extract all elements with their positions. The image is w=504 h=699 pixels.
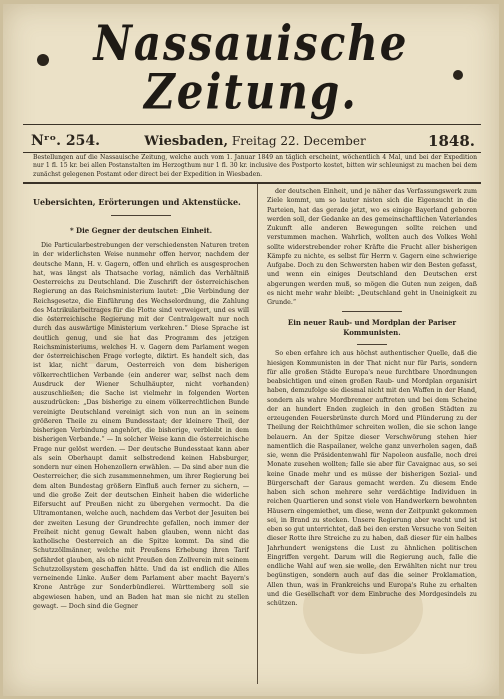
- notice-rule: [23, 182, 481, 184]
- masthead-ornament: [453, 70, 463, 80]
- subscription-notice: Bestellungen auf die Nassauische Zeitung, welche auch vom 1. Januar 1849 an täglich erscheint, wöchentlich 4 Mal, und bei der Expedition nur 1 fl. 15 kr. bei allen Postanstalten im Herzogthum nur 1 fl. 30 kr. inclusive des Postporto kostet, bitten wir schleunigst zu machen bei dem zunächst gelegenen Postamt oder direct bei der Expedition in Wiesbaden.: [33, 154, 477, 178]
- article-heading: Ein neuer Raub- und Mordplan der Pariser Kommunisten.: [287, 318, 457, 338]
- article-paragraph: der deutschen Einheit, und je näher das Verfassungswerk zum Ziele kommt, um so lauter nisten sich die Eigensucht in die Parteien, hat das gerade jetzt, wo es einige Bayerland geboren werden soll, der Gedanke an des gemeinschaftlichen Vaterlandes Zukunft alle anderen Bewegungen sollte reichen und verstummen machen. Wahrlich, wollten auch des Volkes Wohl sollte widerstrebender roher Kräfte die Frucht aller bisherigen Kämpfe zu nichte, es selbst für Herrn v. Gagern eine schwierige Aufgabe. Doch zu den Schwersten haben wir den Besten gefasst, und wenn ein einiges Deutschland den Deutschen erst abgerungen werden muß, so mögen die Guten nun zeigen, daß es nicht mehr wahr bleibt: „Deutschland geht in Uneinigkeit zu Grunde.“: [267, 188, 477, 306]
- issue-day: Freitag 22. December: [231, 134, 366, 148]
- article-rule: [357, 344, 387, 345]
- left-column: [33, 187, 249, 687]
- article-paragraph: So eben erfahre ich aus höchst authentischer Quelle, daß die hiesigen Kommunisten in der That nicht nur für Paris, sondern für alle großen Städte Europa's neue furchtbare Unordnungen beabsichtigen und einen großen Raub- und Mordplan organisirt haben, demzufolge sie diesmal nicht mit den Waffen in der Hand, sondern als wahre Mordbrenner auftreten und bei dem Scheine der an hundert Enden zugleich in den großen Städten zu erzeugenden Feuersbrünste durch Mord und Plünderung zu der Theilung der Reichthümer schreiten wollen, die sie schon lange belauern. An der Spitze dieser Verschwörung stehen hier namentlich die Raspailaner, welche ganz unverholen sagen, daß sie, wenn die Präsidentenwahl für Napoleon ausfalle, noch drei Monate zusehen wollten; falle sie aber für Cavaignac aus, so sei keine Gnade mehr und es müsse der bisherigen Sozial- und Bürgerschaft der Garaus gemacht werden. Zu diesem Ende haben sich schon mehrere sehr verdächtige Individuen in reichen Quartieren und sonst viele von Handwerkern bewohnten Häusern eingemiethet, um diese, wenn der Zeitpunkt gekommen sei, in Brand zu stecken. Unsere Regierung aber wacht und ist eben so gut unterrichtet, daß bei den ersten Versuche von Seiten dieser Rotte ihre Streiche zu zu haben, daß dieser für ein halbes Jahrhundert wenigstens die Lust zu ähnlichen politischen Eingriffen vergeht. Darum will die Regierung auch, falle die endliche Wahl auf wen sie wolle, den Erwählten nicht nur treu begünstigen, sondern auch auf das die seiner Proklamation, Allen thun, was in Frankreichs und Europa's Ruhe zu erhalten und die Gesellschaft vor dem Einbruche des Mordgesindels zu schützen.: [267, 350, 477, 607]
- article-paragraph: Die Particularbestrebungen der verschiedensten Naturen treten in der widerlichsten Weise nunmehr offen hervor, nachdem der deutsche Mann, H. v. Gagern, offen und ehrlich es ausgesprochen hat, was längst als Thatsache vorlag, nämlich das Verhältniß Oesterreichs zu Deutschland. Die Zuschrift der österreichischen Regierung an das Reichsministerium lautet: „Die Verbindung der Reichsgesetze, die Einführung des Wechselordnung, die Zahlung des Matrikularbeitrages für die Flotte sind verweigert, und es will die österreichische Regierung mit der Centralgewalt nur noch durch das auswärtige Ministerium verkehren.“ Diese Sprache ist deutlich genug, und sie hat das Programm des jetzigen Reichsministeriums, welches H. v. Gagern dem Parlament wegen der österreichischen Frage vorlegte, diktirt. Es handelt sich, das ist klar, nicht darum, Oesterreich von dem bisherigen völkerrechtlichen Verbande (ein anderer war, selbst nach dem Ausdruck der Wiener Schulhäupter, nicht vorhanden) auszuschließen; die Sache ist vielmehr in folgenden Worten auszudrücken: „Das bisherige zu einem völkerrechtlichen Bunde vereinigte Deutschland vereinigt sich von nun an in seinem größeren Theile zu einem Bundesstaat; der kleinere Theil, der bisherigen Verbindung angehört, die bisherige, verbleibt in dem bisherigen Verbande.“ — In solcher Weise kann die österreichische Frage nur gelöst werden. — Der deutsche Bundesstaat kann aber als sein Oberhaupt damit selbstredend keinen Habsburger, sondern nur einen Hohenzollern erwählen. — Da sind aber nun die Oesterreicher, die sich zusammennehmen, um ihrer Regierung bei dem alten Bundestag größern Einfluß auch ferner zu sichern, — und die große Zeit der deutschen Einheit haben die widerliche Eifersucht auf Preußen nicht zu übergehen vermocht. Da die Ultramontanen, welche auch, nachdem das Verbot der Jesuiten bei der zweiten Lesung der Grundrechte gefallen, noch immer der Freiheit nicht genug Gewalt haben glauben, wenn nicht das katholische Oesterreich an die Spitze kommt. Da sind die Schutzzöllmänner, welche mit Preußens Erhebung ihren Tarif gefährdet glauben, als ob nicht Preußen den Zollverein mit seinem Schutzzollsystem geschaffen hätte. Und da ist endlich die Alles verneinende Linke. Außer dem Parlament aber macht Bayern's Krone Anträge zur Sonderbündlerei. Württemberg soll sie abgewiesen haben, und an Baden hat man sie nicht zu stellen gewagt. — Doch sind die Gegner: [33, 242, 249, 610]
- masthead-title: Nassauische Zeitung.: [93, 15, 409, 120]
- issue-place: Wiesbaden,: [144, 134, 229, 149]
- right-column: [267, 187, 477, 687]
- issue-number: Nʳᵒ. 254.: [31, 133, 100, 149]
- article-rule: [342, 311, 402, 312]
- article-heading: * Die Gegner der deutschen Einheit.: [69, 226, 213, 235]
- issue-date: [31, 130, 479, 153]
- column-divider: [257, 184, 258, 684]
- section-heading: Uebersichten, Erörterungen und Aktenstücke.: [33, 197, 241, 207]
- newspaper-page: [3, 4, 499, 696]
- issue-line: [31, 130, 479, 152]
- issue-year: 1848.: [428, 132, 475, 150]
- header-rule: [23, 152, 481, 153]
- section-rule: [111, 215, 171, 216]
- header-rule: [23, 124, 481, 125]
